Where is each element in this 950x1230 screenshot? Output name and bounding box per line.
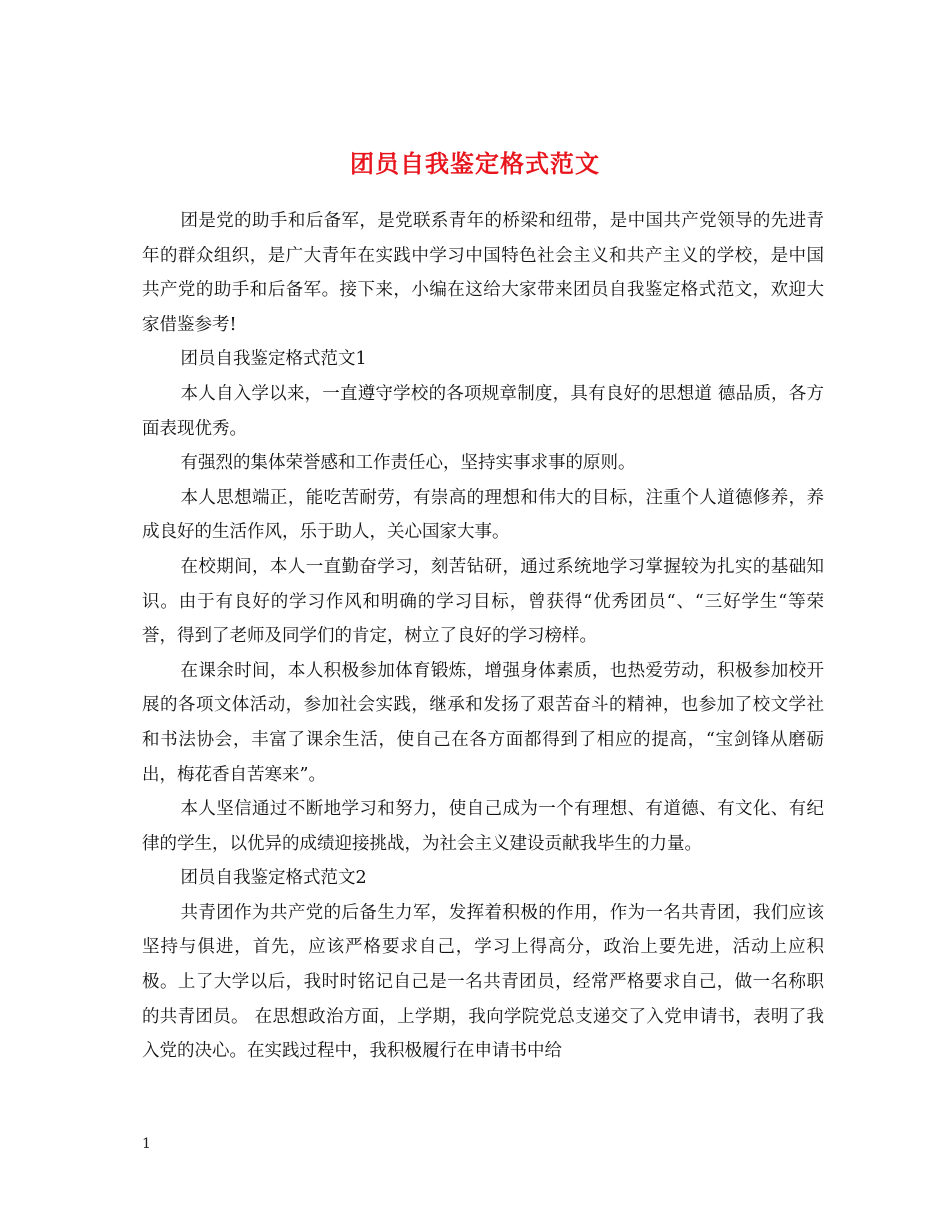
paragraph: 本人自入学以来，一直遵守学校的各项规章制度，具有良好的思想道 德品质，各方面表现优秀。	[142, 383, 824, 439]
paragraph: 有强烈的集体荣誉感和工作责任心，坚持实事求事的原则。	[180, 453, 636, 474]
section-heading-1: 团员自我鉴定格式范文1	[180, 349, 367, 370]
paragraph: 在校期间，本人一直勤奋学习，刻苦钻研，通过系统地学习掌握较为扎实的基础知识。由于有良好的学习作风和明确的学习目标，曾获得“优秀团员“、“三好学生“等荣誉，得到了老师及同学们的肯定，树立了良好的学习榜样。	[142, 556, 824, 647]
paragraph: 在课余时间，本人积极参加体育锻炼，增强身体素质，也热爱劳动，积极参加校开展的各项文体活动，参加社会实践，继承和发扬了艰苦奋斗的精神，也参加了校文学社和书法协会，丰富了课余生活，使自己在各方面都得到了相应的提高，“宝剑锋从磨砺出，梅花香自苦寒来”。	[142, 660, 824, 785]
page-number: 1	[142, 1136, 151, 1152]
section-heading-2: 团员自我鉴定格式范文2	[180, 868, 367, 889]
paragraph-intro: 团是党的助手和后备军，是党联系青年的桥梁和纽带，是中国共产党领导的先进青年的群众组织，是广大青年在实践中学习中国特色社会主义和共产主义的学校，是中国共产党的助手和后备军。接下来，小编在这给大家带来团员自我鉴定格式范文，欢迎大家借鉴参考!	[142, 211, 824, 335]
paragraph: 本人坚信通过不断地学习和努力，使自己成为一个有理想、有道德、有文化、有纪律的学生，以优异的成绩迎接挑战，为社会主义建设贡献我毕生的力量。	[142, 799, 824, 854]
paragraph: 本人思想端正，能吃苦耐劳，有崇高的理想和伟大的目标，注重个人道德修养，养成良好的生活作风，乐于助人，关心国家大事。	[142, 487, 824, 543]
document-body	[142, 204, 824, 1069]
paragraph: 共青团作为共产党的后备生力军，发挥着积极的作用，作为一名共青团，我们应该坚持与俱进，首先，应该严格要求自己，学习上得高分，政治上要先进，活动上应积极。上了大学以后，我时时铭记自己是一名共青团员，经常严格要求自己，做一名称职的共青团员。 在思想政治方面，上学期，我向学院党总支递交了入党申请书，表明了我入党的决心。在实践过程中，我积极履行在申请书中给	[142, 902, 824, 1062]
document-title: 团员自我鉴定格式范文	[350, 149, 600, 179]
